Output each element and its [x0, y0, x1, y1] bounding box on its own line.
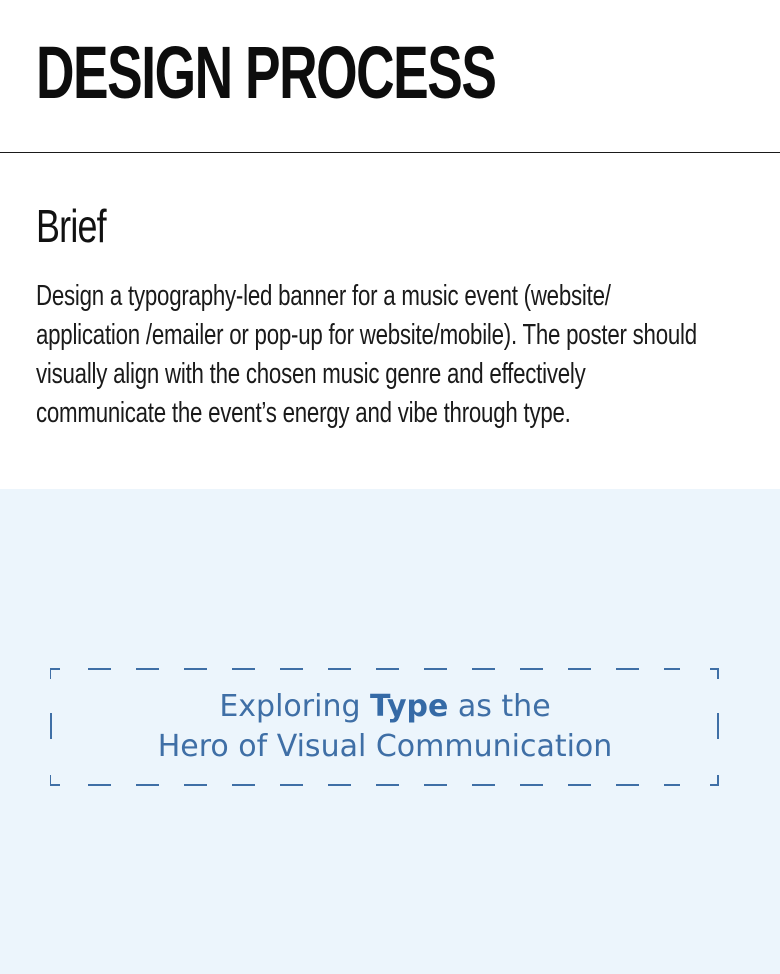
brief-line: visually align with the chosen music genre and effectively	[36, 358, 586, 390]
brief-line: communicate the event’s energy and vibe through type.	[36, 397, 571, 429]
brief-heading: Brief	[36, 200, 106, 252]
hero-line-1	[50, 687, 720, 727]
brief-line: Design a typography-led banner for a music event (website/	[36, 280, 611, 312]
hero-line-2: Hero of Visual Communication	[157, 729, 613, 764]
dashed-frame	[50, 667, 720, 787]
hero-line-1-prefix: Exploring	[219, 689, 371, 724]
page-title: DESIGN PROCESS	[36, 31, 496, 114]
hero-line-1-suffix: as the	[448, 689, 551, 724]
page-header	[0, 0, 780, 153]
brief-line: application /emailer or pop-up for website/mobile). The poster should	[36, 319, 697, 351]
hero-panel	[0, 489, 780, 974]
brief-body	[36, 277, 743, 433]
hero-line-1-bold: Type	[370, 689, 449, 724]
hero-tagline	[50, 687, 720, 767]
